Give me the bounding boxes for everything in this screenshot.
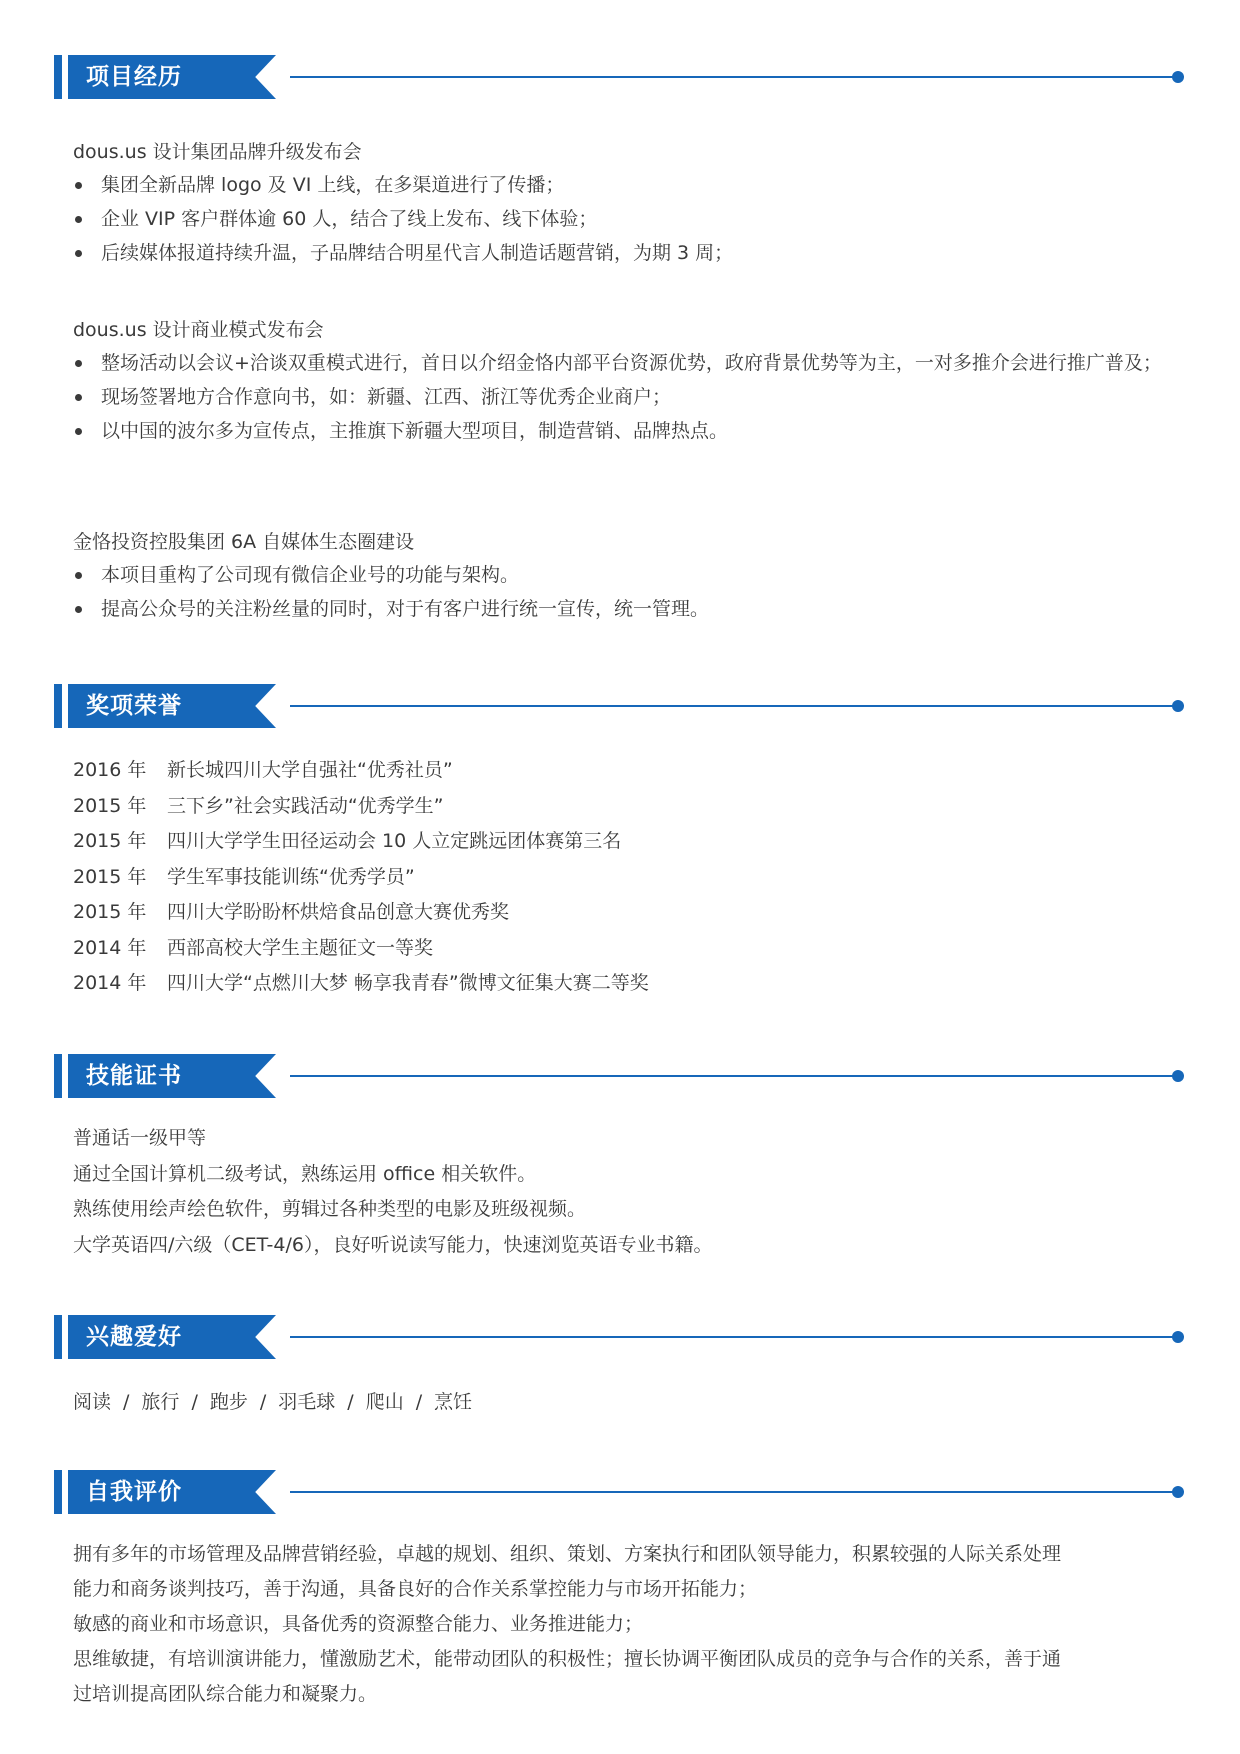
project-bullets [73, 168, 1183, 270]
header-divider-line [290, 705, 1174, 707]
hobby-separator: / [259, 1391, 267, 1413]
bullet-item: 现场签署地方合作意向书，如：新疆、江西、浙江等优秀企业商户； [73, 380, 1183, 414]
project-title: dous.us 设计商业模式发布会 [73, 319, 324, 341]
skill-line: 通过全国计算机二级考试，熟练运用 office 相关软件。 [73, 1162, 537, 1185]
bullet-item: 集团全新品牌 logo 及 VI 上线，在多渠道进行了传播； [73, 168, 1183, 202]
skill-line: 大学英语四/六级（CET-4/6），良好听说读写能力，快速浏览英语专业书籍。 [73, 1233, 713, 1256]
award-text: 四川大学盼盼杯烘焙食品创意大赛优秀奖 [167, 901, 510, 923]
hobby-item: 爬山 [365, 1391, 404, 1413]
bullet-dot-icon [75, 572, 82, 579]
eval-line: 思维敏捷，有培训演讲能力，懂激励艺术，能带动团队的积极性；擅长协调平衡团队成员的竞争与合作的关系，善于通 [73, 1648, 1062, 1670]
hobby-separator: / [347, 1391, 354, 1413]
bullet-dot-icon [75, 394, 82, 401]
header-accent-bar [54, 1470, 62, 1514]
award-year: 2015 年 [73, 830, 147, 852]
header-divider-line [290, 1075, 1174, 1077]
header-divider-dot [1172, 71, 1184, 83]
header-divider-dot [1172, 1486, 1184, 1498]
header-divider-dot [1172, 700, 1184, 712]
project-item [73, 136, 1183, 270]
bullet-item: 企业 VIP 客户群体逾 60 人，结合了线上发布、线下体验； [73, 202, 1183, 236]
bullet-item: 以中国的波尔多为宣传点，主推旗下新疆大型项目，制造营销、品牌热点。 [73, 414, 1183, 448]
hobby-separator: / [191, 1391, 198, 1413]
project-item [73, 526, 1183, 626]
award-year: 2015 年 [73, 901, 147, 923]
award-year: 2015 年 [73, 794, 147, 817]
header-accent-bar [54, 684, 62, 728]
section-title-skills: 技能证书 [86, 1063, 182, 1089]
award-text: 西部高校大学生主题征文一等奖 [167, 936, 434, 959]
awards-list [73, 753, 1183, 1002]
award-text: 学生军事技能训练“优秀学员” [167, 865, 415, 888]
award-row [73, 860, 1183, 896]
award-row [73, 931, 1183, 967]
bullet-item: 整场活动以会议+洽谈双重模式进行，首日以介绍金恪内部平台资源优势，政府背景优势等为主，一对多推介会进行推广普及； [73, 346, 1183, 380]
hobby-item: 旅行 [141, 1391, 180, 1413]
self-eval-text [73, 1537, 1183, 1712]
section-header-projects [54, 55, 1184, 99]
bullet-item: 后续媒体报道持续升温，子品牌结合明星代言人制造话题营销，为期 3 周； [73, 236, 1183, 270]
award-year: 2015 年 [73, 865, 147, 888]
hobbies-list [73, 1385, 1183, 1419]
award-text: 四川大学学生田径运动会 10 人立定跳远团体赛第三名 [167, 830, 622, 852]
skill-line: 熟练使用绘声绘色软件，剪辑过各种类型的电影及班级视频。 [73, 1198, 587, 1220]
award-text: 新长城四川大学自强社“优秀社员” [167, 759, 453, 781]
eval-line: 过培训提高团队综合能力和凝聚力。 [73, 1683, 378, 1705]
project-title: 金恪投资控股集团 6A 自媒体生态圈建设 [73, 531, 415, 553]
section-header-skills [54, 1054, 1184, 1098]
header-divider-line [290, 1336, 1174, 1338]
section-title-hobbies: 兴趣爱好 [86, 1324, 182, 1350]
section-title-awards: 奖项荣誉 [86, 693, 182, 719]
award-row [73, 753, 1183, 789]
award-year: 2014 年 [73, 972, 147, 994]
bullet-dot-icon [75, 360, 82, 367]
project-bullets [73, 558, 1183, 626]
hobby-item: 烹饪 [434, 1391, 473, 1413]
section-header-awards [54, 684, 1184, 728]
award-year: 2014 年 [73, 936, 147, 959]
eval-line: 拥有多年的市场管理及品牌营销经验，卓越的规划、组织、策划、方案执行和团队领导能力，积累较强的人际关系处理 [73, 1543, 1062, 1565]
header-divider-line [290, 1491, 1174, 1493]
award-row [73, 789, 1183, 825]
award-row [73, 966, 1183, 1002]
award-year: 2016 年 [73, 759, 147, 781]
award-text: 三下乡”社会实践活动“优秀学生” [167, 794, 444, 817]
award-row [73, 824, 1183, 860]
eval-line: 敏感的商业和市场意识，具备优秀的资源整合能力、业务推进能力； [73, 1613, 644, 1635]
project-item [73, 314, 1183, 448]
skill-line: 普通话一级甲等 [73, 1127, 207, 1149]
hobby-item: 阅读 [73, 1391, 112, 1413]
header-accent-bar [54, 1315, 62, 1359]
header-accent-bar [54, 1054, 62, 1098]
bullet-dot-icon [75, 182, 82, 189]
bullet-dot-icon [75, 606, 82, 613]
project-bullets [73, 346, 1183, 448]
hobby-separator: / [415, 1391, 423, 1413]
eval-line: 能力和商务谈判技巧，善于沟通，具备良好的合作关系掌控能力与市场开拓能力； [73, 1578, 758, 1600]
header-accent-bar [54, 55, 62, 99]
section-header-hobbies [54, 1315, 1184, 1359]
bullet-dot-icon [75, 216, 82, 223]
hobby-item: 羽毛球 [278, 1391, 336, 1413]
skills-list [73, 1121, 1183, 1263]
header-divider-line [290, 76, 1174, 78]
hobby-item: 跑步 [209, 1391, 248, 1413]
bullet-item: 提高公众号的关注粉丝量的同时，对于有客户进行统一宣传，统一管理。 [73, 592, 1183, 626]
section-header-self-eval [54, 1470, 1184, 1514]
header-divider-dot [1172, 1070, 1184, 1082]
section-title-self-eval: 自我评价 [86, 1479, 182, 1505]
header-divider-dot [1172, 1331, 1184, 1343]
hobby-separator: / [123, 1391, 130, 1413]
section-title-projects: 项目经历 [86, 64, 182, 90]
bullet-item: 本项目重构了公司现有微信企业号的功能与架构。 [73, 558, 1183, 592]
project-title: dous.us 设计集团品牌升级发布会 [73, 141, 362, 163]
bullet-dot-icon [75, 428, 82, 435]
bullet-dot-icon [75, 250, 82, 257]
award-text: 四川大学“点燃川大梦 畅享我青春”微博文征集大赛二等奖 [167, 972, 649, 994]
award-row [73, 895, 1183, 931]
